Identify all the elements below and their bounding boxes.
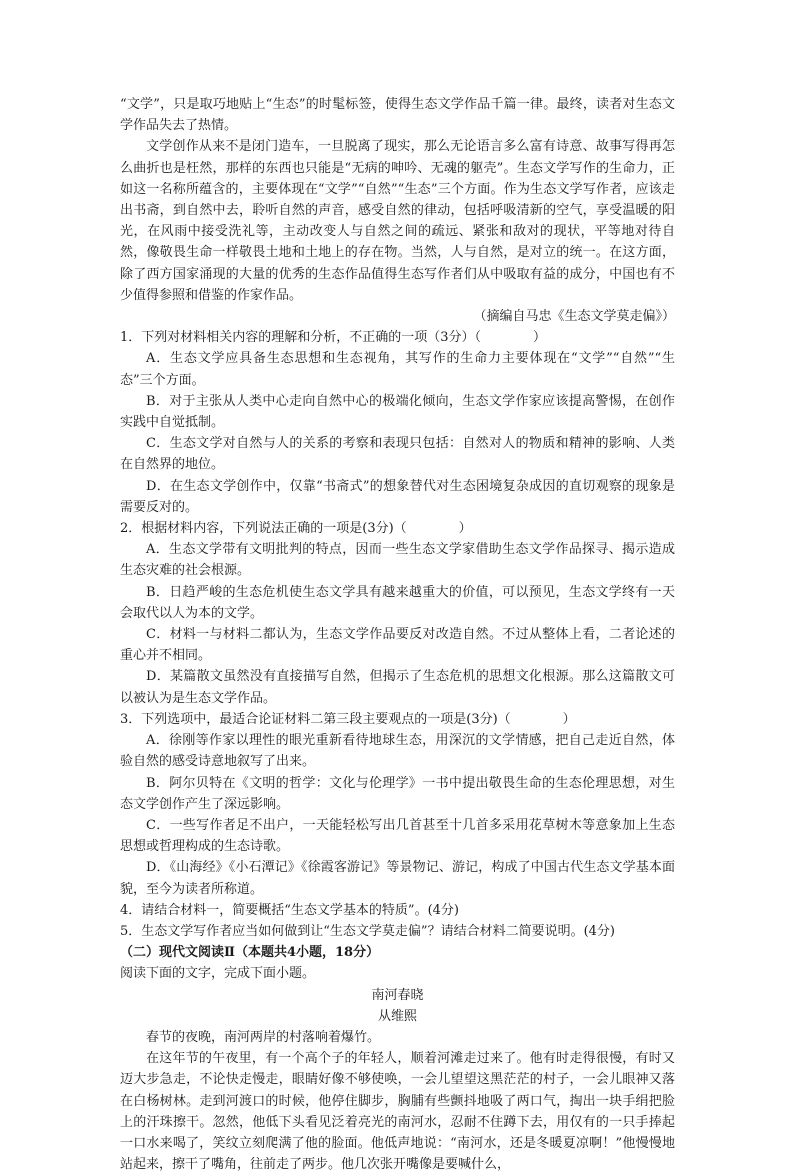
option-d: D．《山海经》《小石潭记》《徐霞客游记》等景物记、游记，构成了中国古代生态文学基本面貌，至今为读者所称道。 <box>120 860 675 897</box>
option-a: A．生态文学带有文明批判的特点，因而一些生态文学家借助生态文学作品探寻、揭示造成生态灾难的社会根源。 <box>120 542 675 579</box>
question-2 <box>120 518 675 709</box>
story-paragraph: 春节的夜晚，南河两岸的村落响着爆竹。 <box>146 1029 381 1045</box>
option-c: C．一些写作者足不出户，一天能轻松写出几首甚至十几首多采用花草树木等意象加上生态思想或哲理构成的生态诗歌。 <box>120 817 675 855</box>
option-d: D．在生态文学创作中，仅靠“书斋式”的想象替代对生态困境复杂成因的直切观察的现象是需要反对的。 <box>120 478 675 515</box>
material-paragraph-continued: “文学”，只是取巧地贴上“生态”的时髦标签，使得生态文学作品千篇一律。最终，读者对生态文学作品失去了热情。 <box>120 97 675 134</box>
story-author: 从维熙 <box>377 1008 417 1024</box>
option-b: B．日趋严峻的生态危机使生态文学具有越来越重大的价值，可以预见，生态文学终有一天会取代以人为本的文学。 <box>120 584 675 621</box>
exam-page <box>120 94 675 1175</box>
question-1 <box>120 327 675 518</box>
question-5: 5．生态文学写作者应当如何做到让“生态文学莫走偏”？请结合材料二简要说明。(4分) <box>120 923 615 939</box>
reading-instruction: 阅读下面的文字，完成下面小题。 <box>120 966 316 982</box>
option-b: B．阿尔贝特在《文明的哲学：文化与伦理学》一书中提出敬畏生命的生态伦理思想，对生态文学创作产生了深远影响。 <box>120 775 675 812</box>
question-stem: 1．下列对材料相关内容的理解和分析，不正确的一项（3分）（ ） <box>120 330 547 346</box>
section-heading: （二）现代文阅读Ⅱ（本题共4小题，18分） <box>120 945 380 961</box>
material-paragraph-main: 文学创作从来不是闭门造车，一旦脱离了现实，那么无论语言多么富有诗意、故事写得再怎么曲折也是枉然，那样的东西也只能是“无病的呻吟、无魂的躯壳”。生态文学写作的生命力，正如这一名称所蕴含的，主要体现在“文学”“自然”“生态”三个方面。作为生态文学写作者，应该走出书斋，到自然中去，聆听自然的声音，感受自然的律动，包括呼吸清新的空气，享受温暖的阳光，在风雨中接受洗礼等，主动改变人与自然之间的疏远、紧张和敌对的现状，平等地对待自然，像敬畏生命一样敬畏土地和土地上的存在物。当然，人与自然，是对立的统一。在这方面，除了西方国家涌现的大量的优秀的生态作品值得生态写作者们从中吸取有益的成分，中国也有不少值得参照和借鉴的作家作品。 <box>120 139 675 303</box>
option-b: B．对于主张从人类中心走向自然中心的极端化倾向，生态文学作家应该提高警惕，在创作实践中自觉抵制。 <box>120 393 675 431</box>
question-4: 4．请结合材料一，简要概括“生态文学基本的特质”。(4分) <box>120 902 459 918</box>
option-d: D．某篇散文虽然没有直接描写自然，但揭示了生态危机的思想文化根源。那么这篇散文可以被认为是生态文学作品。 <box>120 669 675 706</box>
question-3 <box>120 709 675 900</box>
option-a: A．生态文学应具备生态思想和生态视角，其写作的生命力主要体现在“文学”“自然”“生态”三个方面。 <box>120 351 675 388</box>
option-c: C．生态文学对自然与人的关系的考察和表现只包括：自然对人的物质和精神的影响、人类在自然界的地位。 <box>120 436 675 473</box>
story-paragraph: 在这年节的午夜里，有一个高个子的年轻人，顺着河滩走过来了。他有时走得很慢，有时又迈大步急走，不论快走慢走，眼睛好像不够使唤，一会儿望望这黑茫茫的村子，一会儿眼神又落在白杨树林。走到河渡口的时候，他停住脚步，胸脯有些颤抖地吸了两口气，掏出一块手绢把脸上的汗珠擦干。忽然，他低下头看见泛着亮光的南河水，忍耐不住蹲下去，用仅有的一只手捧起一口水来喝了，笑纹立刻爬满了他的脸面。他低声地说：“南河水，还是冬暖夏凉啊！”他慢慢地站起来，擦干了嘴角，往前走了两步。他几次张开嘴像是要喊什么， <box>120 1051 675 1173</box>
story-title: 南河春晓 <box>371 987 424 1003</box>
option-c: C．材料一与材料二都认为，生态文学作品要反对改造自然。不过从整体上看，二者论述的重心并不相同。 <box>120 627 675 664</box>
question-stem: 3．下列选项中，最适合论证材料二第三段主要观点的一项是(3分)（ ） <box>120 711 576 727</box>
material-source: （摘编自马忠《生态文学莫走偏》） <box>473 309 675 325</box>
option-a: A．徐刚等作家以理性的眼光重新看待地球生态，用深沉的文学情感，把自己走近自然，体验自然的感受诗意地叙写了出来。 <box>120 733 675 770</box>
question-stem: 2．根据材料内容，下列说法正确的一项是(3分)（ ） <box>120 521 472 537</box>
